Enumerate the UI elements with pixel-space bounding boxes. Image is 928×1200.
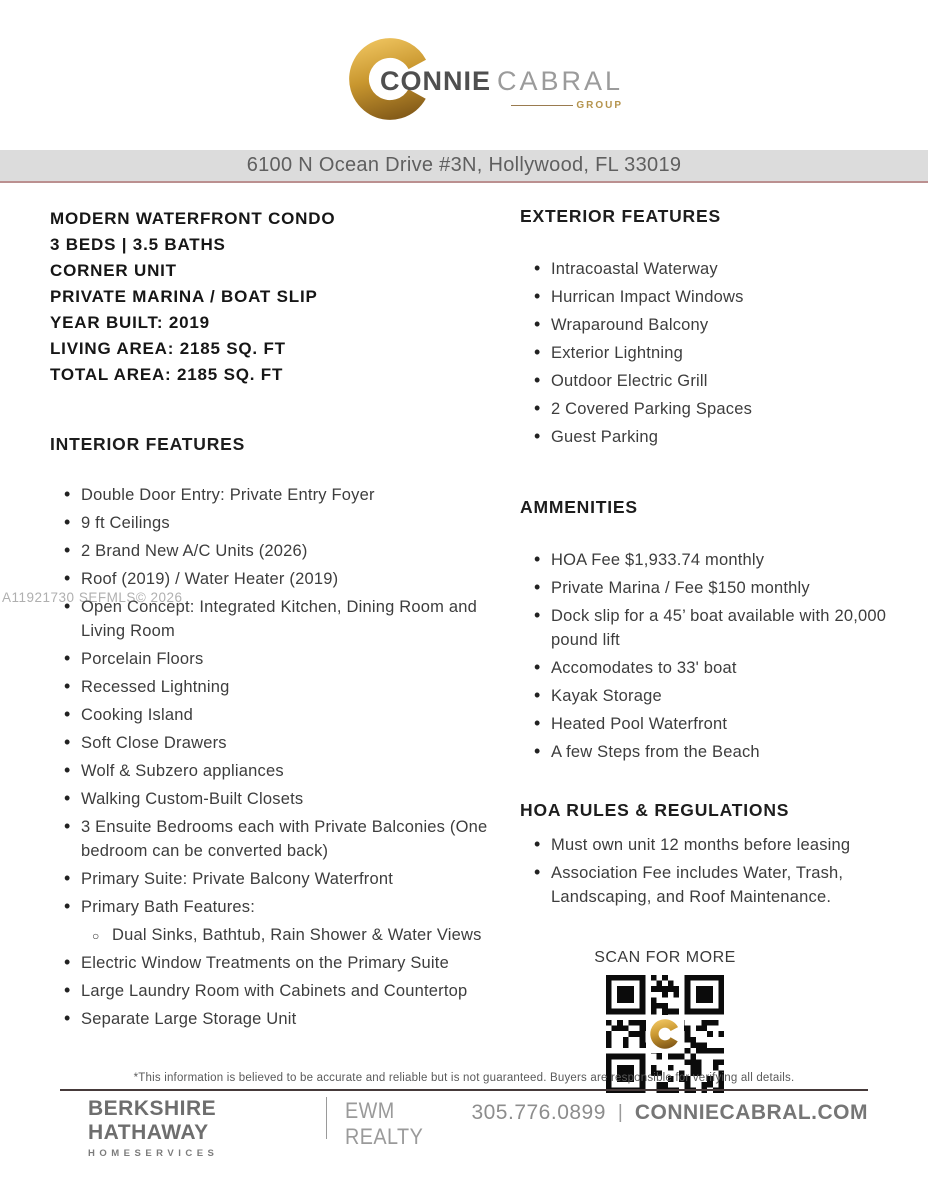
list-item: • Recessed Lightning [50,675,500,699]
exterior-features-heading: EXTERIOR FEATURES [520,206,721,226]
list-item: • Kayak Storage [520,684,892,708]
list-item: • Exterior Lightning [520,341,892,365]
interior-features-heading: INTERIOR FEATURES [50,434,246,454]
address-banner [0,150,928,183]
list-item: • Soft Close Drawers [50,731,500,755]
list-item: • Large Laundry Room with Cabinets and Countertop [50,979,500,1003]
summary-line: PRIVATE MARINA / BOAT SLIP [50,287,318,306]
list-item: • Open Concept: Integrated Kitchen, Dining Room and Living Room [50,595,500,643]
list-item: • 9 ft Ceilings [50,511,500,535]
list-item: • Porcelain Floors [50,647,500,671]
scan-label: SCAN FOR MORE [594,949,736,966]
summary-line: MODERN WATERFRONT CONDO [50,209,336,228]
footer [60,1072,868,1159]
brand-name [380,66,623,111]
gold-c-qr-icon [649,1018,681,1050]
list-item: • Double Door Entry: Private Entry Foyer [50,483,500,507]
list-item: • Outdoor Electric Grill [520,369,892,393]
list-item: • Wraparound Balcony [520,313,892,337]
list-item: • Wolf & Subzero appliances [50,759,500,783]
summary-line: YEAR BUILT: 2019 [50,313,210,332]
brand-logo [0,32,928,132]
list-item: • Walking Custom-Built Closets [50,787,500,811]
list-item: • A few Steps from the Beach [520,740,892,764]
property-summary [50,206,500,388]
list-item: • Primary Suite: Private Balcony Waterfront [50,867,500,891]
list-item: • Heated Pool Waterfront [520,712,892,736]
amenities-heading: AMMENITIES [520,497,638,517]
berkshire-hathaway-logo [88,1097,306,1159]
brand-name-last: CABRAL [497,66,624,96]
list-item: • Separate Large Storage Unit [50,1007,500,1031]
right-column [520,206,892,1093]
summary-line: CORNER UNIT [50,261,177,280]
list-item: • 2 Brand New A/C Units (2026) [50,539,500,563]
brand-subtitle: GROUP [576,100,624,111]
amenities-list [520,548,892,764]
list-item: • Must own unit 12 months before leasing [520,833,892,857]
summary-line: 3 BEDS | 3.5 BATHS [50,235,226,254]
list-item: • Intracoastal Waterway [520,257,892,281]
hoa-rules-list [520,833,892,909]
qr-center-logo [646,1015,684,1053]
property-address: 6100 N Ocean Drive #3N, Hollywood, FL 33019 [246,154,682,176]
mls-watermark: A11921730 SEFMLS© 2026 [2,590,183,605]
list-item: • Dock slip for a 45’ boat available with 20,000 pound lift [520,604,892,652]
contact-separator: | [617,1102,623,1123]
list-item: • Association Fee includes Water, Trash, Landscaping, and Roof Maintenance. [520,861,892,909]
list-item: • 2 Covered Parking Spaces [520,397,892,421]
disclaimer-text: *This information is believed to be accurate and reliable but is not guaranteed. Buyers are responsible for verifying all details. [133,1072,795,1084]
list-item: • Electric Window Treatments on the Primary Suite [50,951,500,975]
brand-underline [511,105,573,106]
list-item: • Accomodates to 33' boat [520,656,892,680]
homeservices-label: HOMESERVICES [88,1148,219,1159]
contact-info [471,1101,868,1125]
berkshire-hathaway-name: BERKSHIRE HATHAWAY [88,1097,217,1144]
phone-number: 305.776.0899 [471,1101,606,1124]
summary-line: LIVING AREA: 2185 SQ. FT [50,339,286,358]
list-item: ○ Dual Sinks, Bathtub, Rain Shower & Water Views [50,923,500,947]
list-item: • Primary Bath Features: [50,895,500,919]
list-item: • HOA Fee $1,933.74 monthly [520,548,892,572]
summary-line: TOTAL AREA: 2185 SQ. FT [50,365,284,384]
list-item: • Guest Parking [520,425,892,449]
brand-divider [326,1097,327,1139]
interior-features-list [50,483,500,1031]
hoa-rules-heading: HOA RULES & REGULATIONS [520,800,790,820]
list-item: • Cooking Island [50,703,500,727]
list-item: • Hurrican Impact Windows [520,285,892,309]
list-item: • 3 Ensuite Bedrooms each with Private Balconies (One bedroom can be converted back) [50,815,500,863]
footer-divider-line [60,1089,868,1091]
exterior-features-list [520,257,892,449]
ewm-realty-logo: EWM REALTY [344,1098,423,1149]
website-url: CONNIECABRAL.COM [634,1101,869,1124]
brand-name-first: CONNIE [380,66,492,96]
list-item: • Roof (2019) / Water Heater (2019) [50,567,500,591]
left-column [50,206,500,1035]
list-item: • Private Marina / Fee $150 monthly [520,576,892,600]
